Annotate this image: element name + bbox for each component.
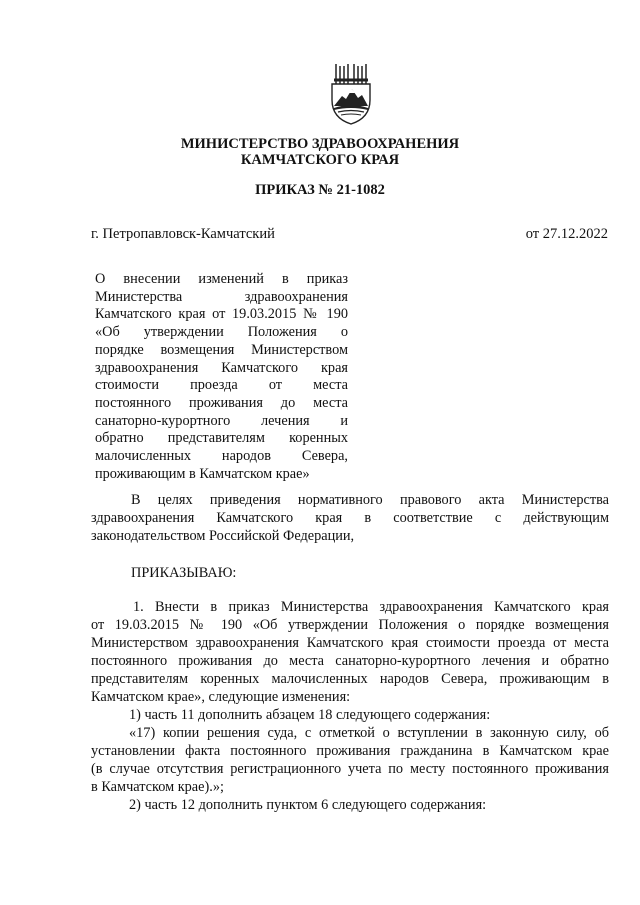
order-subject	[95, 271, 348, 483]
paragraph-line: 2) часть 12 дополнить пунктом 6 следующего содержания:	[129, 797, 487, 813]
sub-item-2	[91, 796, 609, 814]
paragraph-line: от 19.03.2015 № 190 «Об утверждении Положения о порядке возмещения	[91, 617, 609, 633]
paragraph-line: установлении факта постоянного проживания гражданина в Камчатском крае	[91, 743, 609, 759]
item-1-paragraph	[91, 598, 609, 706]
subject-line: постоянного проживания до места	[95, 394, 348, 411]
paragraph-line: постоянного проживания до места санаторно-курортного лечения и обратно	[91, 653, 609, 669]
paragraph-line: В целях приведения нормативного правового акта Министерства	[131, 492, 609, 508]
sub-item-1	[91, 706, 609, 724]
issue-city: г. Петропавловск-Камчатский	[91, 226, 275, 242]
subject-line: здравоохранения Камчатского края	[95, 359, 348, 376]
subject-line: О внесении изменений в приказ	[95, 271, 348, 287]
paragraph-line: (в случае отсутствия регистрационного учета по месту постоянного проживания	[91, 761, 609, 777]
subject-line: порядке возмещения Министерством	[95, 341, 348, 358]
ministry-line-2: КАМЧАТСКОГО КРАЯ	[240, 152, 400, 168]
paragraph-line: в Камчатском крае).»;	[91, 779, 224, 795]
paragraph-line: 1. Внести в приказ Министерства здравоохранения Камчатского края	[133, 599, 609, 615]
paragraph-line: 1) часть 11 дополнить абзацем 18 следующего содержания:	[129, 707, 491, 723]
quoted-amendment	[91, 724, 609, 796]
paragraph-line: «17) копии решения суда, с отметкой о вступлении в законную силу, об	[129, 725, 609, 741]
subject-line: санаторно-курортного лечения и	[95, 412, 348, 429]
order-title: ПРИКАЗ № 21-1082	[255, 182, 385, 198]
order-directive	[91, 564, 609, 582]
paragraph-line: законодательством Российской Федерации,	[91, 528, 355, 544]
preamble-paragraph	[91, 491, 609, 545]
paragraph-line: представителям коренных малочисленных народов Севера, проживающим в	[91, 671, 609, 687]
subject-line: обратно представителям коренных	[95, 430, 348, 447]
ministry-line-1: МИНИСТЕРСТВО ЗДРАВООХРАНЕНИЯ	[180, 136, 460, 152]
kamchatka-coat-of-arms-emblem	[326, 62, 376, 126]
paragraph-line: здравоохранения Камчатского края в соответствие с действующим	[91, 510, 609, 526]
paragraph-line: Министерством здравоохранения Камчатского края стоимости проезда от места	[91, 635, 609, 651]
subject-line: «Об утверждении Положения о	[95, 324, 348, 341]
subject-line: проживающим в Камчатском крае»	[95, 465, 310, 482]
issue-date: от 27.12.2022	[525, 226, 608, 242]
ministry-heading	[0, 136, 640, 168]
paragraph-line: Камчатском крае», следующие изменения:	[91, 689, 351, 705]
subject-line: Камчатского края от 19.03.2015 № 190	[95, 306, 348, 323]
subject-line: Министерства здравоохранения	[95, 288, 348, 305]
order-word: ПРИКАЗЫВАЮ:	[131, 565, 237, 581]
subject-line: стоимости проезда от места	[95, 377, 348, 394]
subject-line: малочисленных народов Севера,	[95, 448, 348, 465]
